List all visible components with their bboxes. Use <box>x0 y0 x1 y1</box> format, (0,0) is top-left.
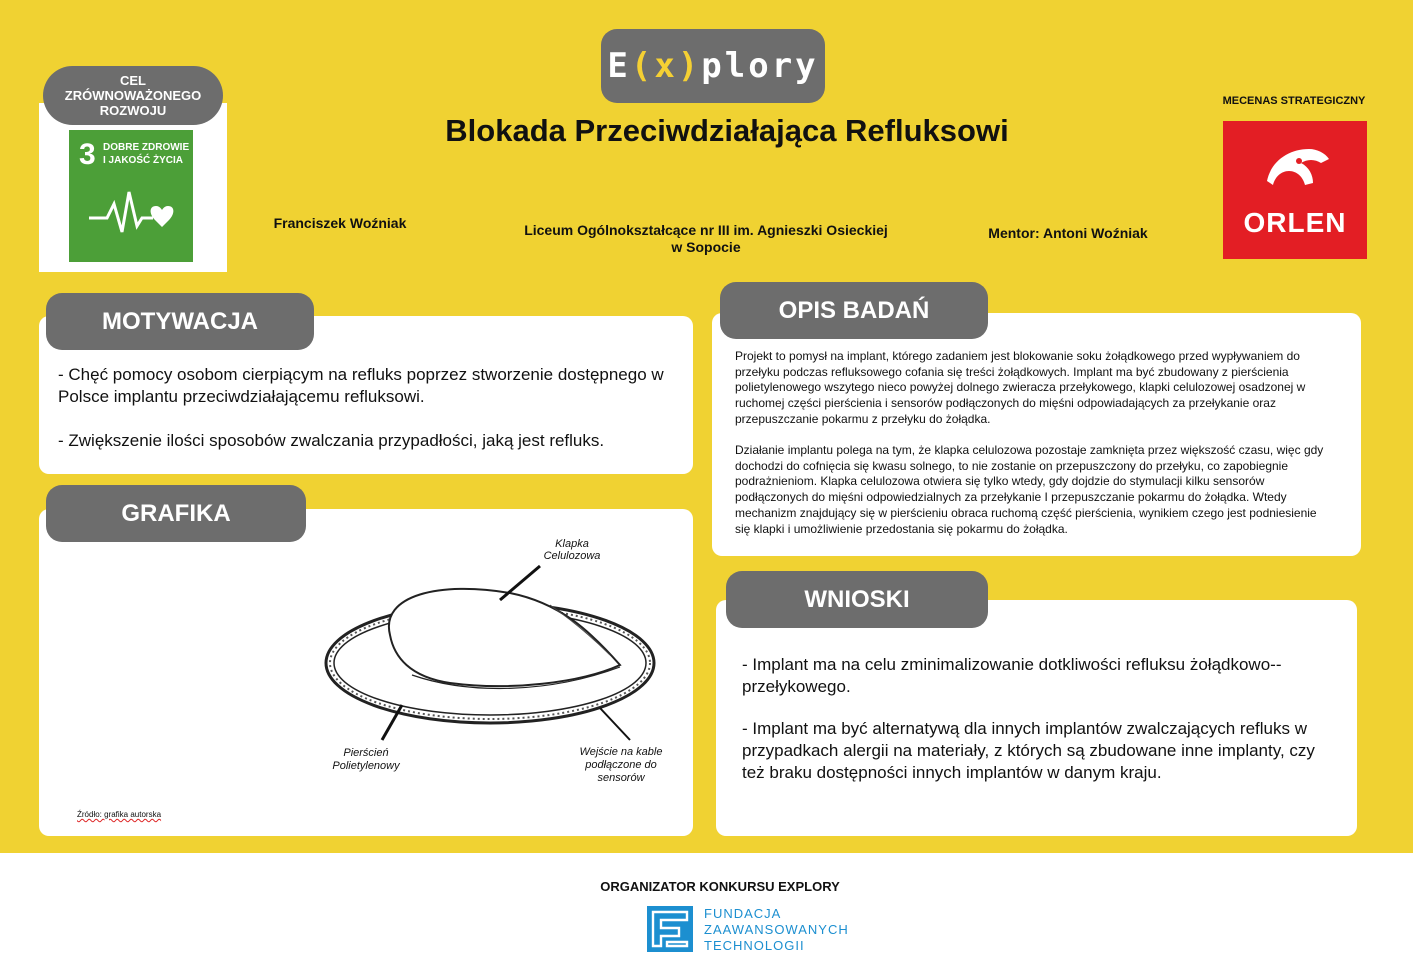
foundation-name-2: ZAAWANSOWANYCH <box>704 922 849 937</box>
heartbeat-icon <box>89 180 175 244</box>
motywacja-heading: MOTYWACJA <box>46 293 314 350</box>
label-klapka-2: Celulozowa <box>543 550 601 562</box>
foundation-name-1: FUNDACJA <box>704 906 782 921</box>
school-line-1: Liceum Ogólnokształcące nr III im. Agnieszki Osieckiej <box>524 222 888 238</box>
label-pointer-lines <box>360 560 660 760</box>
orlen-wordmark: ORLEN <box>1243 207 1347 238</box>
logo-paren-open: ( <box>630 46 655 86</box>
motywacja-text-1: - Chęć pomocy osobom cierpiącym na refluks poprzez stworzenie dostępnego w Polsce implantu przeciwdziałającemu refluksowi. <box>58 365 664 406</box>
label-wejscie-2: podłączone do <box>585 759 657 771</box>
page-title: Blokada Przeciwdziałająca Refluksowi <box>445 113 1009 148</box>
logo-paren-close: ) <box>677 46 702 86</box>
label-wejscie-1: Wejście na kable <box>579 746 663 758</box>
motywacja-text-2: - Zwiększenie ilości sposobów zwalczania przypadłości, jaką jest refluks. <box>58 431 605 450</box>
logo-suffix: plory <box>701 46 819 86</box>
sdg-badge-text: CEL ZRÓWNOWAŻONEGO ROZWOJU <box>64 73 202 118</box>
organizer-label: ORGANIZATOR KONKURSU EXPLORY <box>600 879 840 894</box>
sdg-number: 3 <box>79 138 96 171</box>
opis-heading: OPIS BADAŃ <box>720 282 988 339</box>
school-line-2: w Sopocie <box>671 239 741 255</box>
explory-logo <box>601 29 825 103</box>
opis-text-1: Projekt to pomysł na implant, którego zadaniem jest blokowanie soku żołądkowego przed wypływaniem do przełyku podczas refluksowego cofania się treści żołądkowych. Implant ma być zbudowany z pierścienia polietylenowego wszytego nieco powyżej dolnego zwieracza przełykowego, klapki celulozowej osadzonej w ruchomej części pierścienia i sensorów podłączonych do mięśni odpowiadających za przełykanie oraz przepuszczanie pokarmu z przełyku do żołądka. <box>735 349 1306 426</box>
label-pierscien-1: Pierścień <box>343 747 389 759</box>
logo-prefix: E <box>607 46 631 86</box>
label-pierscien-2: Polietylenowy <box>332 760 400 772</box>
label-wejscie-3: sensorów <box>597 772 645 784</box>
foundation-logo-icon <box>647 906 693 952</box>
opis-text-2: Działanie implantu polega na tym, że klapka celulozowa pozostaje zamknięta przez większość czasu, więc gdy dochodzi do cofnięcia się kwasu solnego, to nie zostanie on przepuszczony do przełyku, co zapobiegnie podrażnieniom. Klapka celulozowa otwiera się tylko wtedy, gdy dojdzie do stymulacji kilku sensorów podłączonych do mięśni odpowiedzialnych za przełykanie I przepuszczanie pokarmu do żołądka. Wtedy mechanizm znajdujący się w pierścieniu obraca ruchomą część pierścienia, wynikiem czego jest podniesienie się klapki i umożliwienie przedostania się pokarmu do żołądka. <box>735 443 1324 536</box>
wnioski-text-1: - Implant ma na celu zminimalizowanie dotkliwości refluksu żołądkowo--przełykowego. <box>742 655 1282 696</box>
label-klapka-1: Klapka <box>555 538 589 550</box>
eagle-icon <box>1259 141 1331 201</box>
sdg-text-1: DOBRE ZDROWIE <box>103 142 190 153</box>
author-name: Franciszek Woźniak <box>273 215 407 231</box>
sdg-badge <box>43 66 223 125</box>
grafika-heading: GRAFIKA <box>46 485 306 542</box>
foundation-name-3: TECHNOLOGII <box>704 938 805 953</box>
logo-x: x <box>654 46 678 86</box>
wnioski-text-2: - Implant ma być alternatywą dla innych implantów zwalczających refluks w przypadkach alergii na materiały, z których są zbudowane inne implanty, czy też braku dostępności innych implantów w danym kraju. <box>742 719 1315 782</box>
sponsor-label: MECENAS STRATEGICZNY <box>1222 95 1366 107</box>
wnioski-heading: WNIOSKI <box>726 571 988 628</box>
sdg-text-2: I JAKOŚĆ ŻYCIA <box>103 155 184 166</box>
grafika-source: Źródło: grafika autorska <box>77 810 162 819</box>
sdg-goal-tile <box>69 130 193 262</box>
orlen-logo <box>1223 121 1367 259</box>
mentor-name: Mentor: Antoni Woźniak <box>988 225 1148 241</box>
